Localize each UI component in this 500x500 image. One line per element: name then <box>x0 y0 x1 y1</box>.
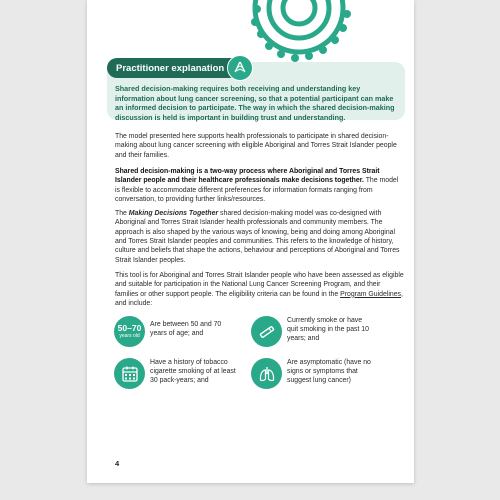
paragraph-2-bold: Shared decision-making is a two-way process where Aboriginal and Torres Strait Islander people and their healthcare professionals make decisions together. <box>115 168 380 185</box>
calendar-icon <box>114 358 145 389</box>
age-range: 50–70 <box>117 323 142 334</box>
paragraph-3-pre: The <box>115 210 129 217</box>
document-page <box>87 0 414 483</box>
cigarette-icon <box>251 316 282 347</box>
paragraph-4 <box>115 271 405 308</box>
criterion-smoking: Currently smoke or have quit smoking in the past 10 years; and <box>287 317 369 342</box>
criterion-asymptomatic: Are asymptomatic (have no signs or symptoms that suggest lung cancer) <box>287 359 371 384</box>
paragraph-4-pre: This tool is for Aboriginal and Torres Strait Islander people who have been assessed as eligible and suitable for participation in the National Lung Cancer Screening Program, and their families or other support people. The eligibility criteria can be found in the <box>115 272 404 298</box>
age-unit: years old <box>119 332 140 339</box>
paragraph-3-italic: Making Decisions Together <box>128 210 219 217</box>
paragraph-2-rest: The model is flexible to accommodate different preferences for information formats ranging from conversation, to providing further links/resources. <box>115 177 399 203</box>
paragraph-4-post: , and include: <box>115 290 403 307</box>
paragraph-3-rest: shared decision-making model was co-designed with Aboriginal and Torres Strait Islander health professionals and community members. The approach is also shaped by the various ways of knowing, being and doing among Aboriginal and Torres Strait Islander peoples and communities. This refers to the knowledge of history, culture and beliefs that shape the actions, behaviour and perceptions of Aboriginal and Torres Strait Islander peoples. <box>115 210 400 264</box>
age-badge-icon <box>114 316 145 347</box>
explanation-title: Practitioner explanation <box>116 62 225 74</box>
lungs-icon <box>251 358 282 389</box>
paragraph-1: The model presented here supports health professionals to participate in shared decision-making about lung cancer screening with eligible Aboriginal and Torres Strait Islander people and their families. <box>115 133 397 159</box>
explanation-text: Shared decision-making requires both receiving and understanding key information about lung cancer screening, so that a potential participant can make an informed decision to participate. The way in which the shared decision-making discussion is held is important in building trust and understanding. <box>115 84 395 122</box>
criterion-pack-years: Have a history of tobacco cigarette smoking of at least 30 pack-years; and <box>150 359 236 384</box>
paragraph-2 <box>115 167 405 204</box>
page-number: 4 <box>115 459 120 468</box>
program-guidelines-link[interactable]: Program Guidelines <box>340 290 401 298</box>
explanation-tab <box>107 58 251 78</box>
paragraph-3 <box>115 209 405 265</box>
hands-leaf-icon <box>227 55 253 81</box>
criterion-age: Are between 50 and 70 years of age; and <box>150 321 222 337</box>
